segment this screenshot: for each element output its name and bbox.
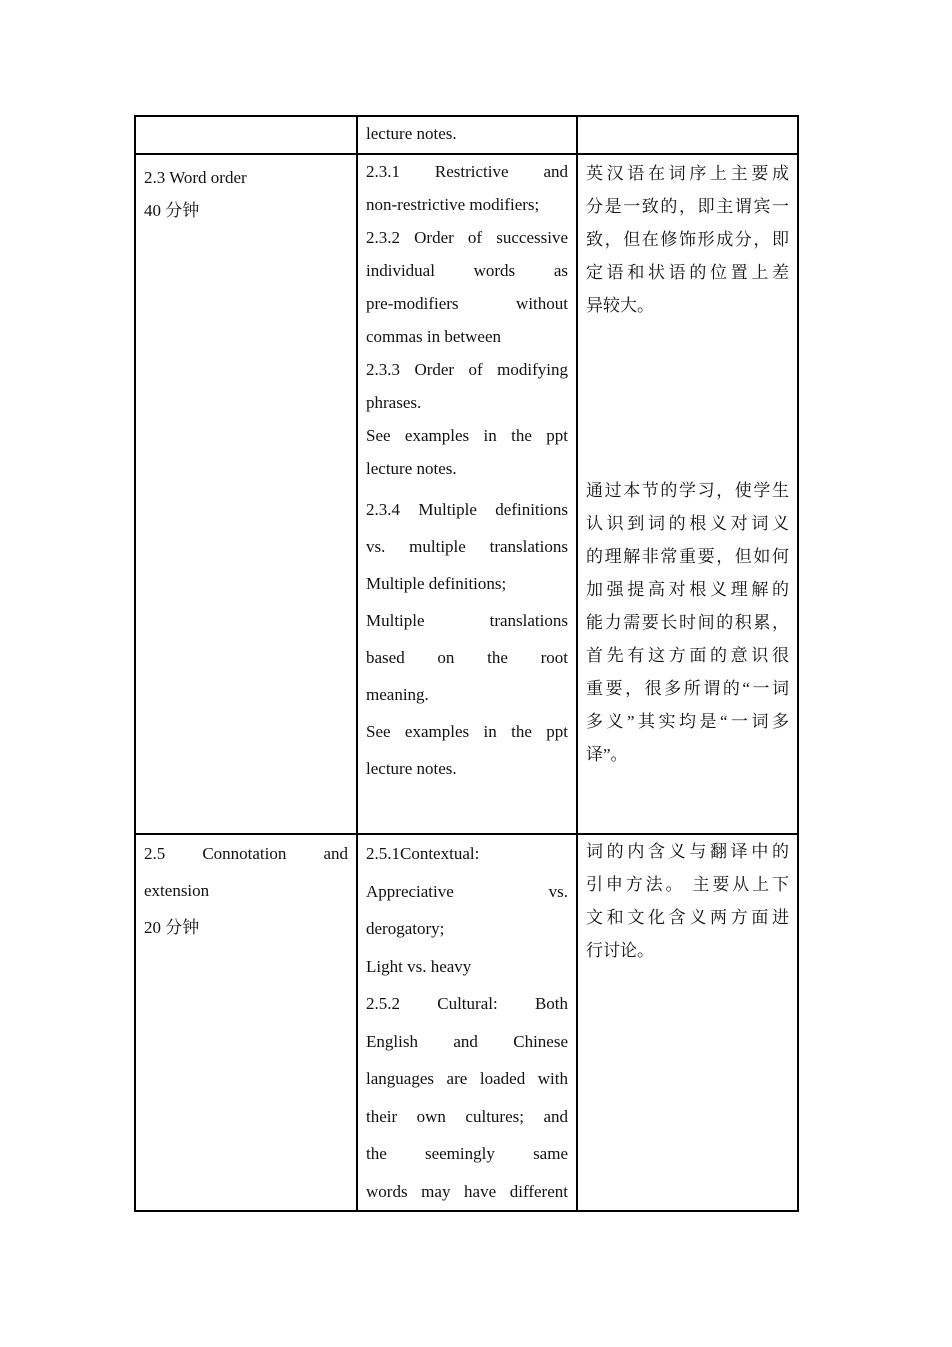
text-line: Multiple definitions; — [366, 574, 507, 593]
note-line: 通过本节的学习，使学生 — [586, 481, 789, 500]
notes-block — [586, 835, 789, 967]
duration: 40 分钟 — [144, 201, 200, 220]
text-line: the seemingly same — [366, 1144, 568, 1163]
text-line: lecture notes. — [366, 459, 457, 478]
note-line: 文和文化含义两方面进 — [586, 908, 789, 927]
notes-block — [586, 157, 789, 322]
notes-cell — [577, 154, 798, 834]
content-block — [366, 835, 568, 1210]
note-line: 多义”其实均是“一词多 — [586, 712, 789, 731]
text-line: 2.5.2 Cultural: Both — [366, 994, 568, 1013]
text-line: individual words as — [366, 261, 568, 280]
note-line: 致，但在修饰形成分，即 — [586, 230, 789, 249]
text-line: meaning. — [366, 685, 429, 704]
note-line: 行讨论。 — [586, 941, 654, 960]
notes-block — [586, 474, 789, 771]
topic-cell — [135, 154, 357, 834]
table-row — [135, 834, 798, 1211]
text-line: 2.5.1Contextual: — [366, 844, 480, 863]
text-line: Appreciative vs. — [366, 881, 568, 901]
note-line: 重要，很多所谓的“一词 — [586, 679, 789, 698]
text-line: pre-modifiers without — [366, 294, 568, 313]
text-line: Light vs. heavy — [366, 956, 472, 976]
note-line: 首先有这方面的意识很 — [586, 646, 789, 665]
notes-cell — [577, 834, 798, 1211]
text-line: See examples in the ppt — [366, 426, 568, 445]
text-line: non-restrictive modifiers; — [366, 195, 540, 214]
text-line: their own cultures; and — [366, 1106, 568, 1126]
text-line: vs. multiple translations — [366, 537, 568, 556]
table-row — [135, 116, 798, 154]
note-line: 异较大。 — [586, 296, 654, 315]
syllabus-table — [134, 115, 799, 1212]
text-line: See examples in the ppt — [366, 722, 568, 741]
content-block — [366, 155, 568, 485]
note-line: 分是一致的，即主谓宾一 — [586, 197, 789, 216]
duration: 20 分钟 — [144, 918, 200, 937]
text-line: Multiple translations — [366, 611, 568, 630]
content-cell — [357, 834, 577, 1211]
note-line: 认识到词的根义对词义 — [586, 514, 789, 533]
section-title-cont: extension — [144, 881, 210, 900]
note-line: 词的内含义与翻译中的 — [586, 842, 789, 861]
text-line: English and Chinese — [366, 1031, 568, 1051]
text-line: commas in between — [366, 327, 502, 346]
note-line: 英汉语在词序上主要成 — [586, 164, 789, 183]
section-title: 2.3 Word order — [144, 168, 247, 187]
note-line: 的理解非常重要，但如何 — [586, 547, 789, 566]
notes-cell — [577, 116, 798, 154]
text-line: words may have different — [366, 1181, 568, 1201]
topic-cell — [135, 834, 357, 1211]
text-line: 2.3.2 Order of successive — [366, 228, 568, 247]
note-line: 加强提高对根义理解的 — [586, 580, 789, 599]
content-cell — [357, 154, 577, 834]
note-line: 译”。 — [586, 745, 628, 764]
text-line: 2.3.3 Order of modifying — [366, 360, 568, 379]
text-line: lecture notes. — [366, 759, 457, 778]
note-line: 引申方法。 主要从上下 — [586, 875, 789, 894]
text-line: languages are loaded with — [366, 1069, 568, 1088]
section-title: 2.5 Connotation and — [144, 844, 348, 863]
text-line: derogatory; — [366, 919, 445, 938]
content-cell: lecture notes. — [357, 116, 577, 154]
text-line: based on the root — [366, 648, 568, 667]
note-line: 定语和状语的位置上差 — [586, 263, 789, 282]
text-line: 2.3.4 Multiple definitions — [366, 500, 568, 519]
content-block — [366, 491, 568, 787]
text-line: phrases. — [366, 393, 422, 412]
table-row — [135, 154, 798, 834]
topic-cell — [135, 116, 357, 154]
text-line: 2.3.1 Restrictive and — [366, 162, 568, 181]
note-line: 能力需要长时间的积累， — [586, 613, 789, 632]
